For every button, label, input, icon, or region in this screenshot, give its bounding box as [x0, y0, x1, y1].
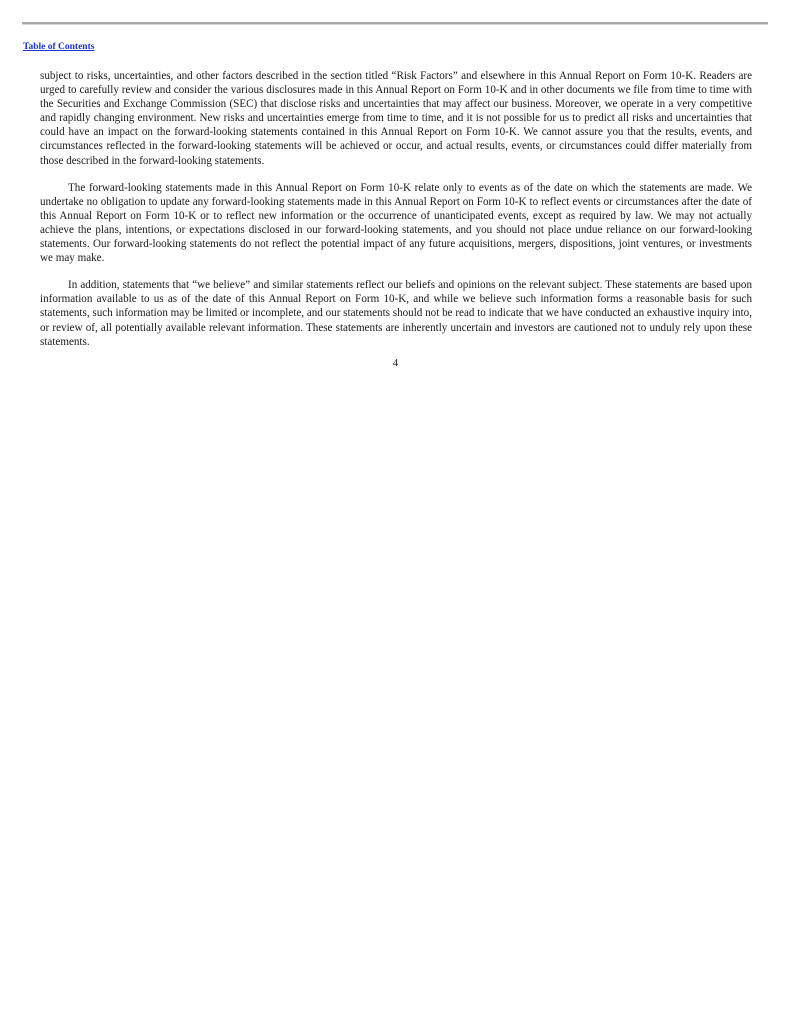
table-of-contents-link[interactable]: Table of Contents: [23, 42, 95, 52]
paragraph-we-believe-statements: In addition, statements that “we believe” and similar statements reflect our beliefs and opinions on the relevant subject. These statements are based upon information available to us as of the date of this Annual Report on Form 10-K, and while we believe such information forms a reasonable basis for such statements, such information may be limited or incomplete, and our statements should not be read to indicate that we have conducted an exhaustive inquiry into, or review of, all potentially available relevant information. These statements are inherently uncertain and investors are cautioned not to unduly rely upon these statements.: [40, 279, 752, 348]
document-body: [40, 69, 752, 362]
header-divider: [22, 22, 768, 24]
paragraph-forward-looking-statements: The forward-looking statements made in this Annual Report on Form 10-K relate only to events as of the date on which the statements are made. We undertake no obligation to update any forward-looking statements made in this Annual Report on Form 10-K to reflect events or circumstances after the date of this Annual Report on Form 10-K or to reflect new information or the occurrence of unanticipated events, except as required by law. We may not actually achieve the plans, intentions, or expectations disclosed in our forward-looking statements, and you should not place undue reliance on our forward-looking statements. Our forward-looking statements do not reflect the potential impact of any future acquisitions, mergers, dispositions, joint ventures, or investments we may make.: [40, 181, 752, 265]
paragraph-risk-continuation: subject to risks, uncertainties, and other factors described in the section titled “Risk Factors” and elsewhere in this Annual Report on Form 10-K. Readers are urged to carefully review and consider the various disclosures made in this Annual Report on Form 10-K and in other documents we file from time to time with the Securities and Exchange Commission (SEC) that disclose risks and uncertainties that may affect our business. Moreover, we operate in a very competitive and rapidly changing environment. New risks and uncertainties emerge from time to time, and it is not possible for us to predict all risks and uncertainties that could have an impact on the forward-looking statements contained in this Annual Report on Form 10-K. We cannot assure you that the results, events, and circumstances reflected in the forward-looking statements will be achieved or occur, and actual results, events, or circumstances could differ materially from those described in the forward-looking statements.: [40, 70, 752, 167]
page-number: 4: [392, 357, 399, 369]
